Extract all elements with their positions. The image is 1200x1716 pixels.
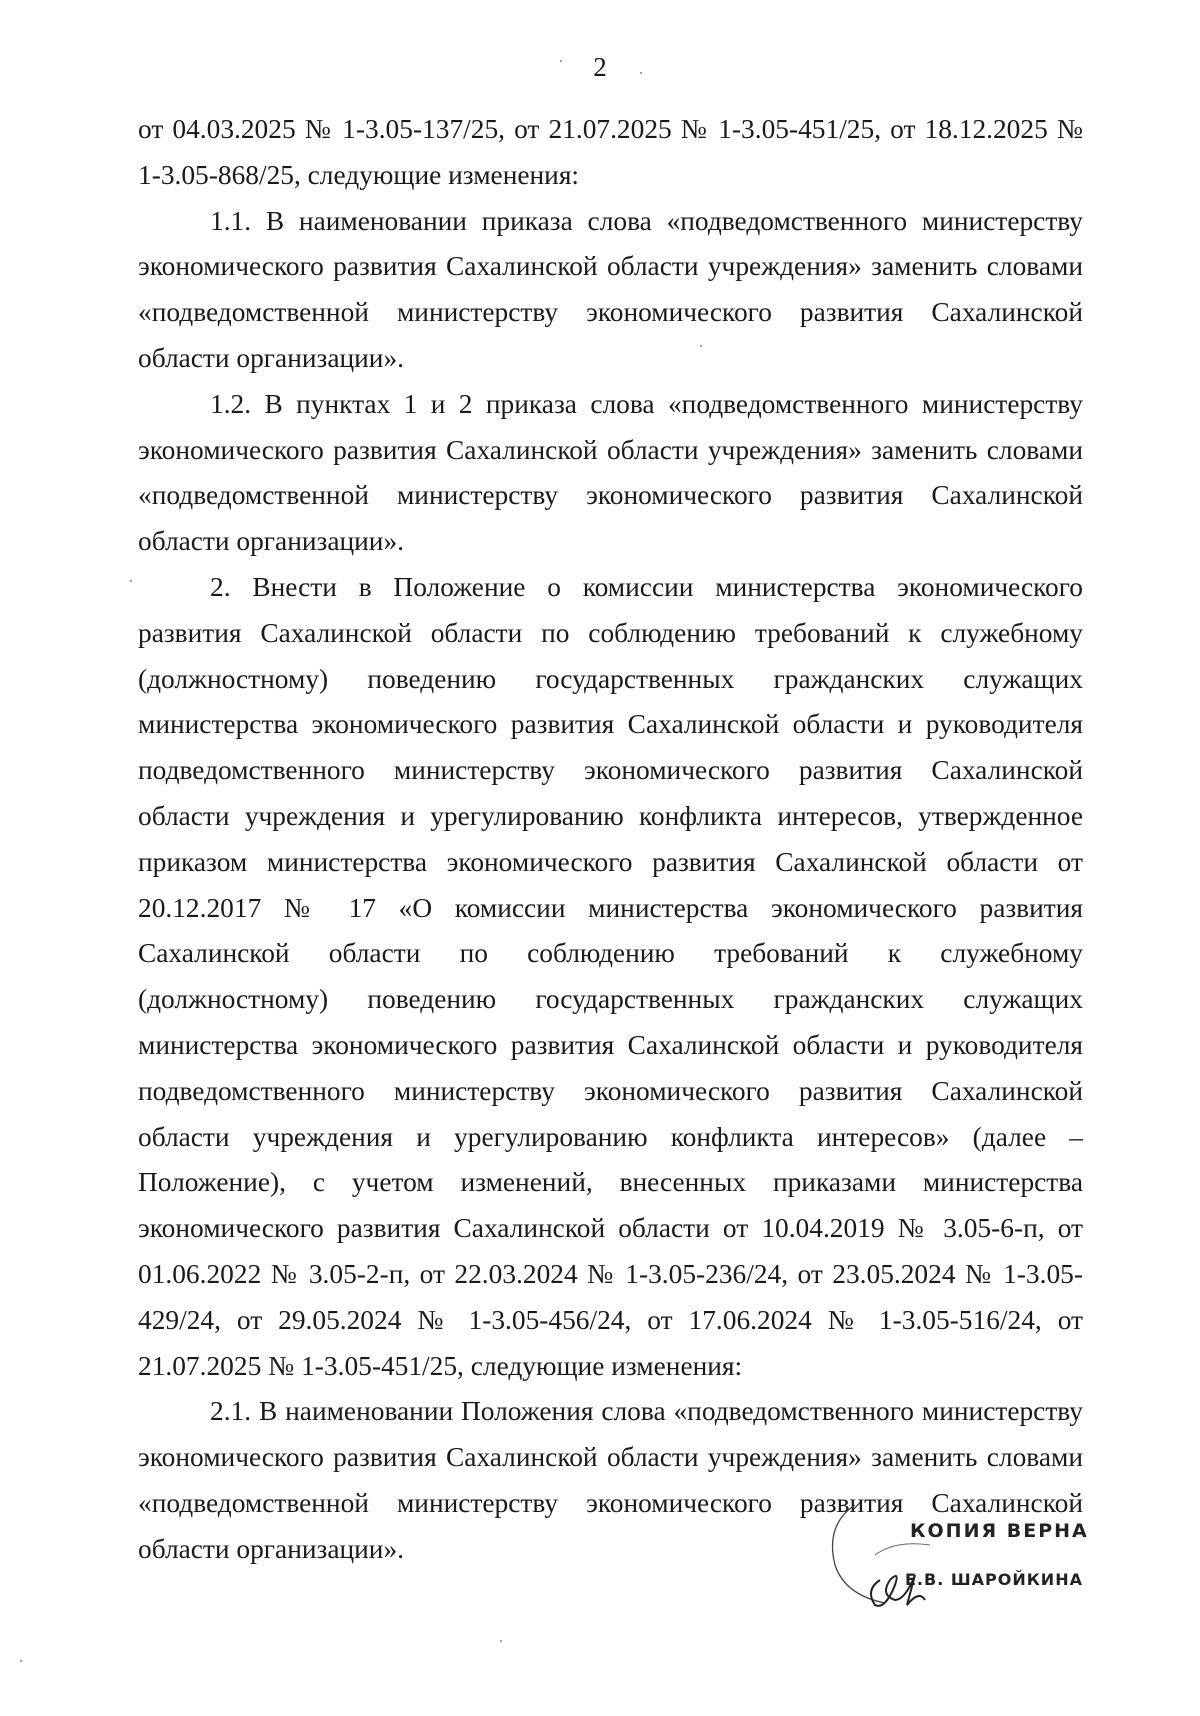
scan-speck [640, 72, 642, 74]
signer-name: Е.В. ШАРОЙКИНА [905, 1570, 1083, 1589]
scan-speck [130, 580, 132, 582]
paragraph-continuation: от 04.03.2025 № 1-3.05-137/25, от 21.07.2025 № 1-3.05-451/25, от 18.12.2025 № 1-3.05-868/25, следующие изменения: [138, 114, 1083, 190]
paragraph-1-2: 1.2. В пунктах 1 и 2 приказа слова «подведомственного министерству экономического развития Сахалинской области учреждения» заменить словами «подведомственной министерству экономического развития Сахалинской области организации». [138, 388, 1083, 557]
paragraph-1-1: 1.1. В наименовании приказа слова «подведомственного министерству экономического развития Сахалинской области учреждения» заменить словами «подведомственной министерству экономического развития Сахалинской области организации». [138, 205, 1083, 373]
signature-icon [815, 1485, 985, 1615]
document-body [138, 107, 1083, 1573]
paragraph-2-1: 2.1. В наименовании Положения слова «подведомственного министерству экономического развития Сахалинской области учреждения» заменить словами «подведомственной министерству экономического развития Сахалинской области организации». [138, 1396, 1083, 1564]
scan-speck [700, 345, 702, 347]
page-number: 2 [593, 52, 607, 82]
scan-speck [560, 60, 562, 62]
scan-speck [20, 1660, 22, 1662]
certified-copy-stamp: КОПИЯ ВЕРНА [910, 1520, 1089, 1542]
scan-speck [500, 1640, 502, 1642]
paragraph-2: 2. Внести в Положение о комиссии министерства экономического развития Сахалинской области по соблюдению требований к служебному (должностному) поведению государственных гражданских служащих министерства экономического развития Сахалинской области и руководителя подведомственного министерству экономического развития Сахалинской области учреждения и урегулированию конфликта интересов, утвержденное приказом министерства экономического развития Сахалинской области от 20.12.2017 № 17 «О комиссии министерства экономического развития Сахалинской области по соблюдению требований к служебному (должностному) поведению государственных гражданских служащих министерства экономического развития Сахалинской области и руководителя подведомственного министерству экономического развития Сахалинской области учреждения и урегулированию конфликта интересов» (далее – Положение), с учетом изменений, внесенных приказами министерства экономического развития Сахалинской области от 10.04.2019 № 3.05-6-п, от 01.06.2022 № 3.05-2-п, от 22.03.2024 № 1-3.05-236/24, от 23.05.2024 № 1-3.05-429/24, от 29.05.2024 № 1-3.05-456/24, от 17.06.2024 № 1-3.05-516/24, от 21.07.2025 № 1-3.05-451/25, следующие изменения: [138, 571, 1083, 1381]
